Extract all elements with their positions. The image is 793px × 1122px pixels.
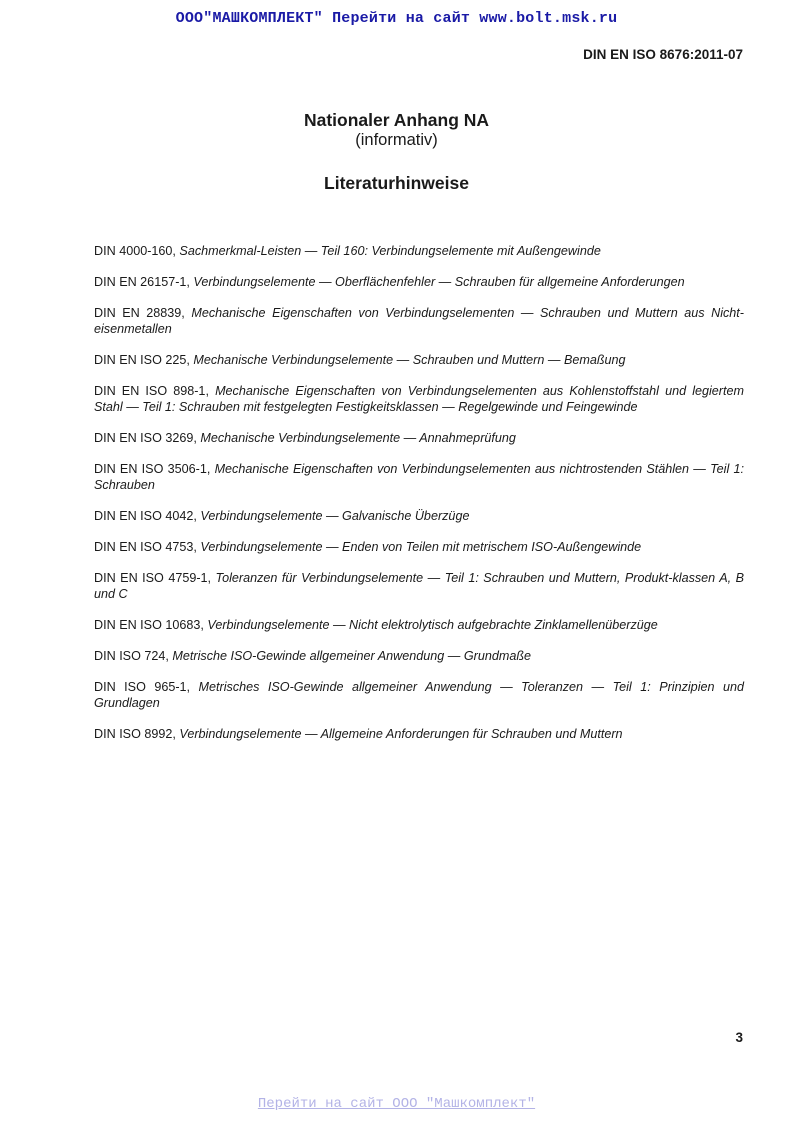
reference-code: DIN EN ISO 898-1, (94, 384, 216, 398)
reference-code: DIN EN ISO 225, (94, 353, 194, 367)
site-banner-link[interactable]: ООО"МАШКОМПЛЕКТ" Перейти на сайт www.bolt.msk.ru (175, 10, 618, 27)
reference-code: DIN ISO 724, (94, 649, 173, 663)
reference-item (94, 383, 744, 415)
reference-title: Metrisches ISO-Gewinde allgemeiner Anwendung — Toleranzen — Teil 1: Prinzipien und Grundlagen (94, 680, 744, 710)
annex-title: Nationaler Anhang NA (303, 110, 490, 130)
reference-code: DIN EN 26157-1, (94, 275, 194, 289)
reference-title: Mechanische Eigenschaften von Verbindungselementen — Schrauben und Muttern aus Nicht-eisenmetallen (94, 306, 744, 336)
reference-title: Mechanische Eigenschaften von Verbindungselementen aus Kohlenstoffstahl und legiertem Stahl — Teil 1: Schrauben mit festgelegten Festigkeitsklassen — Regelgewinde und Feingewinde (94, 384, 744, 414)
reference-code: DIN EN 28839, (94, 306, 192, 320)
reference-title: Verbindungselemente — Galvanische Überzüge (200, 509, 470, 523)
reference-item (94, 305, 744, 337)
reference-code: DIN EN ISO 3506-1, (94, 462, 215, 476)
reference-item (94, 352, 744, 368)
section-title: Literaturhinweise (324, 173, 469, 193)
footer-site-link[interactable]: Перейти на сайт ООО "Машкомплект" (257, 1096, 536, 1112)
reference-title: Mechanische Verbindungselemente — Annahmeprüfung (200, 431, 516, 445)
reference-title: Mechanische Verbindungselemente — Schrauben und Muttern — Bemaßung (193, 353, 626, 367)
reference-item (94, 243, 744, 259)
reference-title: Sachmerkmal-Leisten — Teil 160: Verbindungselemente mit Außengewinde (179, 244, 601, 258)
annex-type: (informativ) (355, 131, 438, 149)
reference-title: Mechanische Eigenschaften von Verbindungselementen aus nichtrostenden Stählen — Teil 1: Schrauben (94, 462, 744, 492)
reference-title: Verbindungselemente — Allgemeine Anforderungen für Schrauben und Muttern (179, 727, 623, 741)
reference-item (94, 570, 744, 602)
reference-code: DIN EN ISO 10683, (94, 618, 208, 632)
reference-item (94, 648, 744, 664)
reference-code: DIN ISO 965-1, (94, 680, 199, 694)
reference-item (94, 274, 744, 290)
reference-code: DIN 4000-160, (94, 244, 180, 258)
reference-code: DIN ISO 8992, (94, 727, 180, 741)
reference-item (94, 617, 744, 633)
reference-code: DIN EN ISO 4042, (94, 509, 201, 523)
reference-item (94, 539, 744, 555)
reference-item (94, 430, 744, 446)
reference-item (94, 461, 744, 493)
reference-code: DIN EN ISO 3269, (94, 431, 201, 445)
reference-item (94, 726, 744, 742)
reference-title: Verbindungselemente — Nicht elektrolytisch aufgebrachte Zinklamellenüberzüge (207, 618, 658, 632)
page-number: 3 (735, 1030, 743, 1045)
reference-title: Metrische ISO-Gewinde allgemeiner Anwendung — Grundmaße (172, 649, 532, 663)
reference-title: Verbindungselemente — Oberflächenfehler — Schrauben für allgemeine Anforderungen (193, 275, 685, 289)
reference-code: DIN EN ISO 4753, (94, 540, 201, 554)
reference-code: DIN EN ISO 4759-1, (94, 571, 216, 585)
reference-list (94, 243, 744, 757)
reference-title: Toleranzen für Verbindungselemente — Teil 1: Schrauben und Muttern, Produkt-klassen A, B und C (94, 571, 744, 601)
reference-item (94, 679, 744, 711)
reference-item (94, 508, 744, 524)
reference-title: Verbindungselemente — Enden von Teilen mit metrischem ISO-Außengewinde (200, 540, 642, 554)
document-id: DIN EN ISO 8676:2011-07 (583, 47, 743, 62)
